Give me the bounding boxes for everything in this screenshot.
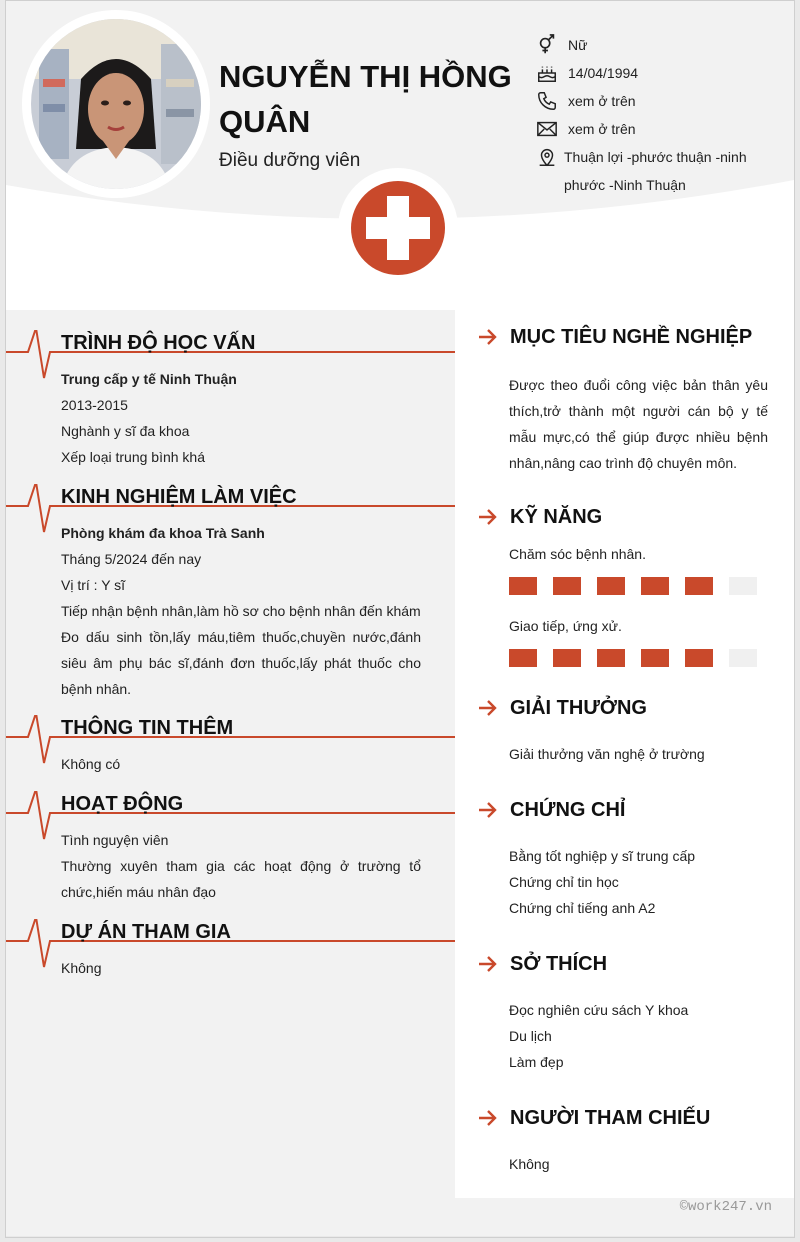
certificate-item: Chứng chỉ tiếng anh A2	[509, 900, 656, 916]
watermark: ©work247.vn	[679, 1199, 772, 1215]
certificates-section	[478, 795, 778, 921]
arrow-right-icon	[478, 801, 498, 819]
medical-cross-icon	[350, 180, 446, 276]
candidate-name: NGUYỄN THỊ HỒNG QUÂN	[219, 59, 512, 139]
skill-block-filled	[509, 577, 537, 595]
skill-block-filled	[597, 649, 625, 667]
references-section	[478, 1103, 778, 1177]
hobby-item: Du lịch	[509, 1028, 552, 1044]
awards-text: Giải thưởng văn nghệ ở trường	[509, 746, 705, 762]
phone-row	[536, 90, 636, 115]
skill-block-filled	[685, 649, 713, 667]
education-rank: Xếp loại trung bình khá	[61, 449, 205, 465]
arrow-right-icon	[478, 1109, 498, 1127]
education-heading: TRÌNH ĐỘ HỌC VẤN	[61, 332, 256, 354]
address-row	[536, 146, 756, 199]
email-icon	[536, 118, 558, 140]
phone-icon	[536, 90, 558, 112]
email-value[interactable]: xem ở trên	[568, 121, 636, 137]
arrow-right-icon	[478, 328, 498, 346]
arrow-right-icon	[478, 508, 498, 526]
birthday-cake-icon	[536, 62, 558, 84]
references-text: Không	[509, 1156, 550, 1172]
gender-row	[536, 34, 587, 59]
skills-section	[478, 502, 778, 667]
extra-info-text: Không có	[61, 756, 121, 772]
arrow-right-icon	[478, 955, 498, 973]
skill-block-filled	[553, 649, 581, 667]
activity-item: Tình nguyện viên	[61, 832, 169, 848]
awards-heading: GIẢI THƯỞNG	[510, 696, 647, 719]
skill-block-filled	[597, 577, 625, 595]
hobby-item: Đọc nghiên cứu sách Y khoa	[509, 1002, 689, 1018]
address-value: Thuận lợi -phước thuận -ninh phước -Ninh Thuận	[564, 149, 747, 193]
job-title: Điều dưỡng viên	[219, 150, 361, 171]
activities-section	[6, 779, 455, 905]
hobbies-section	[478, 949, 778, 1075]
awards-section	[478, 693, 778, 767]
education-school: Trung cấp y tế Ninh Thuận	[61, 371, 237, 387]
extra-info-heading: THÔNG TIN THÊM	[61, 717, 234, 739]
certificate-item: Chứng chỉ tin học	[509, 874, 619, 890]
education-years: 2013-2015	[61, 397, 128, 413]
experience-duty: Đo dấu sinh tồn,lấy máu,tiêm thuốc,chuyền nước,đánh siêu âm phụ bác sĩ,đánh đơn thuốc,lấy phát thuốc cho bệnh nhân.	[61, 629, 421, 697]
gender-icon	[536, 34, 558, 56]
activities-heading: HOẠT ĐỘNG	[61, 793, 184, 815]
projects-heading: DỰ ÁN THAM GIA	[61, 921, 231, 943]
hobby-item: Làm đẹp	[509, 1054, 564, 1070]
objective-section	[478, 322, 778, 476]
extra-info-section	[6, 703, 455, 777]
avatar	[31, 19, 201, 189]
skill-block-filled	[641, 649, 669, 667]
skill-label: Chăm sóc bệnh nhân.	[509, 546, 646, 562]
location-pin-icon	[536, 146, 558, 168]
references-heading: NGƯỜI THAM CHIẾU	[510, 1106, 711, 1129]
experience-period: Tháng 5/2024 đến nay	[61, 551, 202, 567]
skill-block-empty	[729, 577, 757, 595]
skill-block-filled	[641, 577, 669, 595]
skill-block-empty	[729, 649, 757, 667]
skill-rating	[509, 649, 778, 667]
projects-text: Không	[61, 960, 102, 976]
skill-block-filled	[553, 577, 581, 595]
phone-value[interactable]: xem ở trên	[568, 93, 636, 109]
projects-section	[6, 907, 455, 981]
objective-heading: MỤC TIÊU NGHỀ NGHIỆP	[510, 325, 753, 348]
hobbies-heading: SỞ THÍCH	[510, 952, 608, 975]
skill-block-filled	[509, 649, 537, 667]
experience-heading: KINH NGHIỆM LÀM VIỆC	[61, 486, 297, 508]
experience-company: Phòng khám đa khoa Trà Sanh	[61, 525, 265, 541]
skill-rating	[509, 577, 778, 595]
activity-item: Thường xuyên tham gia các hoạt động ở trường tổ chức,hiến máu nhân đạo	[61, 858, 421, 900]
skill-block-filled	[685, 577, 713, 595]
certificate-item: Bằng tốt nghiệp y sĩ trung cấp	[509, 848, 696, 864]
cv-page	[6, 0, 794, 1236]
skill-label: Giao tiếp, ứng xử.	[509, 618, 622, 634]
education-major: Nghành y sĩ đa khoa	[61, 423, 190, 439]
gender-value: Nữ	[568, 37, 588, 53]
email-row	[536, 118, 636, 143]
objective-text: Được theo đuổi công việc bản thân yêu thích,trở thành một người cán bộ y tế mẫu mực,có thể giúp được nhiều bệnh nhân,nâng cao trình độ chuyên môn.	[509, 377, 768, 471]
skills-heading: KỸ NĂNG	[510, 505, 603, 528]
arrow-right-icon	[478, 699, 498, 717]
education-section	[6, 318, 455, 470]
experience-position: Vị trí : Y sĩ	[61, 577, 126, 593]
birthday-row	[536, 62, 638, 87]
experience-duty: Tiếp nhận bệnh nhân,làm hồ sơ cho bệnh nhân đến khám	[61, 603, 421, 619]
certificates-heading: CHỨNG CHỈ	[510, 798, 626, 821]
experience-section	[6, 472, 455, 702]
birthday-value: 14/04/1994	[568, 65, 639, 81]
